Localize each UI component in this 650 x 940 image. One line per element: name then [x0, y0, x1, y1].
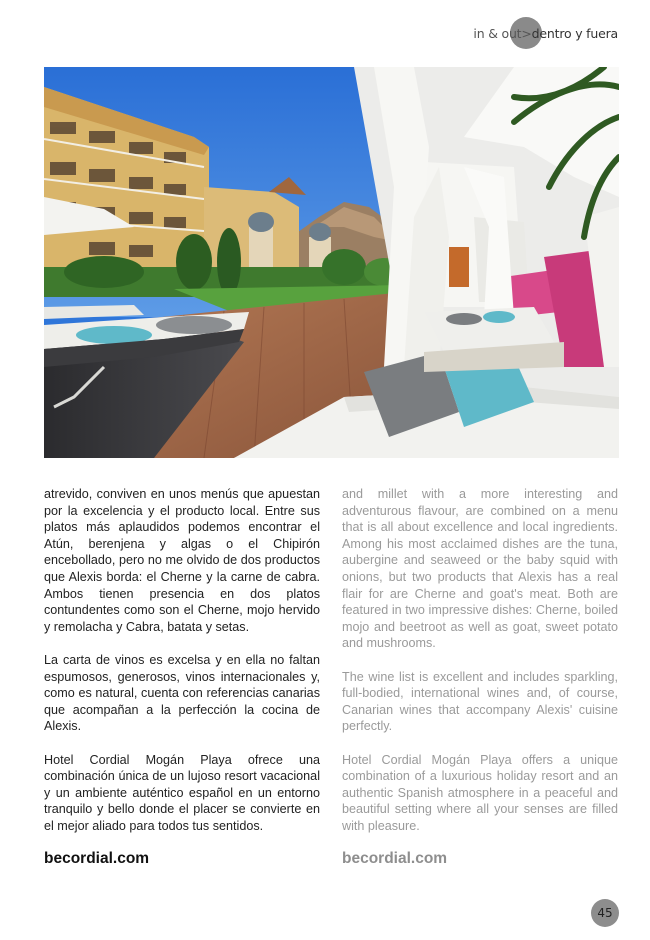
- website-link-es[interactable]: becordial.com: [44, 850, 150, 867]
- en-paragraph-1: and millet with a more interesting and adventurous flavour, are combined on a menu that is all about excellence and local ingredients. Among his most acclaimed dishes are the tuna, aubergine and seaweed or the baby squid with onions, but two products that Alexis has a real flair for are Cherne and goat's meat. Both are featured in two impressive dishes: Cherne, boiled mojo and beetroot as well as goat, sweet potato and mushrooms.: [342, 487, 618, 651]
- es-paragraph-3: Hotel Cordial Mogán Playa ofrece una combinación única de un lujoso resort vacacional y un ambiente auténtico español en un entorno tranquilo y bello donde el placer se convierte en el mejor aliado para todos tus sentidos.: [44, 752, 320, 833]
- section-label-right: dentro y fuera: [531, 25, 618, 41]
- section-label-left: in & out: [473, 25, 522, 41]
- en-paragraph-3: Hotel Cordial Mogán Playa offers a unique combination of a luxurious holiday resort and an authentic Spanish atmosphere in a peaceful and beautiful setting where all your senses are filled with pleasure.: [342, 752, 618, 833]
- section-header: [473, 22, 618, 44]
- en-paragraph-2: The wine list is excellent and includes sparkling, full-bodied, international wines and, of course, Canarian wines that accompany Alexis' cuisine perfectly.: [342, 669, 618, 734]
- page-number-badge: 45: [591, 899, 619, 927]
- english-article-column: [342, 486, 618, 834]
- website-link-en[interactable]: becordial.com: [342, 850, 448, 867]
- es-paragraph-1: atrevido, conviven en unos menús que apuestan por la excelencia y el producto local. Entre sus platos más aplaudidos podemos encontrar el Atún, berenjena y algas o el Chipirón encebollado, pero no me olvido de dos productos que Alexis borda: el Cherne y la carne de cabra. Ambos tienen presencia en dos platos contundentes como son el Cherne, mojo hervido y remolacha y Cabra, batata y setas.: [44, 487, 320, 634]
- spanish-article-column: [44, 486, 320, 834]
- hotel-pool-photo: [44, 67, 619, 458]
- es-paragraph-2: La carta de vinos es excelsa y en ella no faltan espumosos, generosos, vinos internacionales y, como es natural, cuenta con referencias canarias que acompañan a la perfección la cocina de Alexis.: [44, 652, 320, 734]
- section-separator: >: [521, 25, 532, 41]
